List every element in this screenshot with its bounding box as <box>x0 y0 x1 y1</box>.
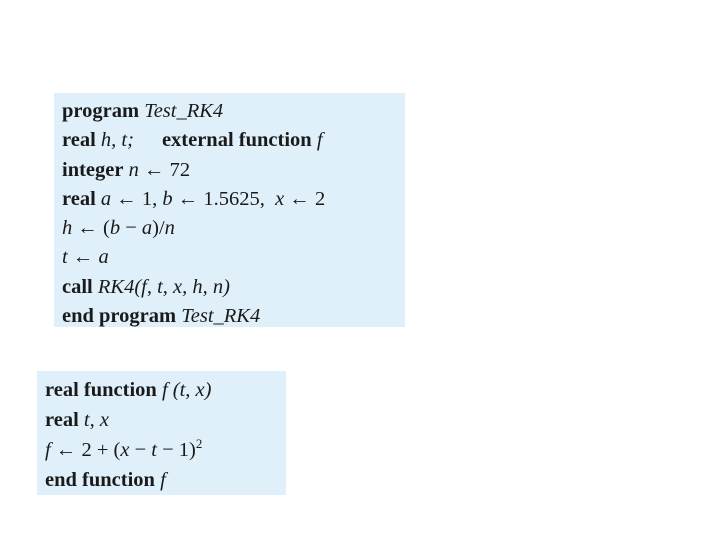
keyword: program <box>62 100 140 122</box>
expression: − <box>120 217 142 240</box>
keyword: real <box>62 187 96 210</box>
code-line <box>62 97 405 126</box>
identifier: h, t; <box>100 129 134 152</box>
expression: ← ( <box>72 217 110 240</box>
identifier: n <box>128 158 139 181</box>
identifier: n <box>164 217 175 240</box>
keyword: external function <box>161 129 312 152</box>
function-code-box <box>37 371 286 495</box>
code-line <box>62 156 405 185</box>
keyword: end program <box>62 305 177 328</box>
expression: − 1) <box>156 439 196 461</box>
identifier: a <box>141 217 153 240</box>
identifier: f <box>316 129 323 152</box>
identifier: x <box>120 439 130 461</box>
program-code-box <box>54 93 405 327</box>
identifier: Test_RK4 <box>144 100 224 122</box>
code-line <box>62 243 405 272</box>
identifier: b <box>109 217 121 240</box>
code-line <box>45 405 286 435</box>
code-line <box>62 302 405 331</box>
keyword: call <box>62 275 93 298</box>
keyword: real <box>62 129 96 152</box>
identifier: t <box>151 439 157 461</box>
code-line <box>62 185 405 214</box>
code-line <box>45 465 286 495</box>
identifier: f (t, x) <box>161 379 212 401</box>
identifier: f <box>45 439 51 461</box>
code-line <box>45 375 286 405</box>
keyword: integer <box>62 158 124 181</box>
identifier: t, x <box>83 409 109 431</box>
keyword: real function <box>45 379 157 401</box>
code-line <box>45 435 286 465</box>
expression: ← 1.5625, <box>172 187 276 210</box>
identifier: x <box>275 187 285 210</box>
expression: )/ <box>152 217 165 240</box>
expression: ← 1, <box>111 187 163 210</box>
identifier: t <box>62 246 68 269</box>
identifier: a <box>100 187 112 210</box>
expression: ← 2 <box>284 187 326 210</box>
code-line <box>62 126 405 155</box>
expression: ← 2 + ( <box>50 439 121 461</box>
expression: − <box>129 439 152 461</box>
keyword: end function <box>45 469 155 491</box>
keyword: real <box>45 409 79 431</box>
expression: ← <box>67 246 99 269</box>
identifier: h <box>62 217 73 240</box>
code-line <box>62 214 405 243</box>
identifier: Test_RK4 <box>181 305 261 328</box>
identifier: f <box>160 469 166 491</box>
exponent: 2 <box>195 436 203 451</box>
identifier: b <box>162 187 173 210</box>
code-line <box>62 273 405 302</box>
expression: ← 72 <box>138 158 191 181</box>
identifier: a <box>98 246 109 269</box>
call-expression: RK4(f, t, x, h, n) <box>97 275 230 298</box>
